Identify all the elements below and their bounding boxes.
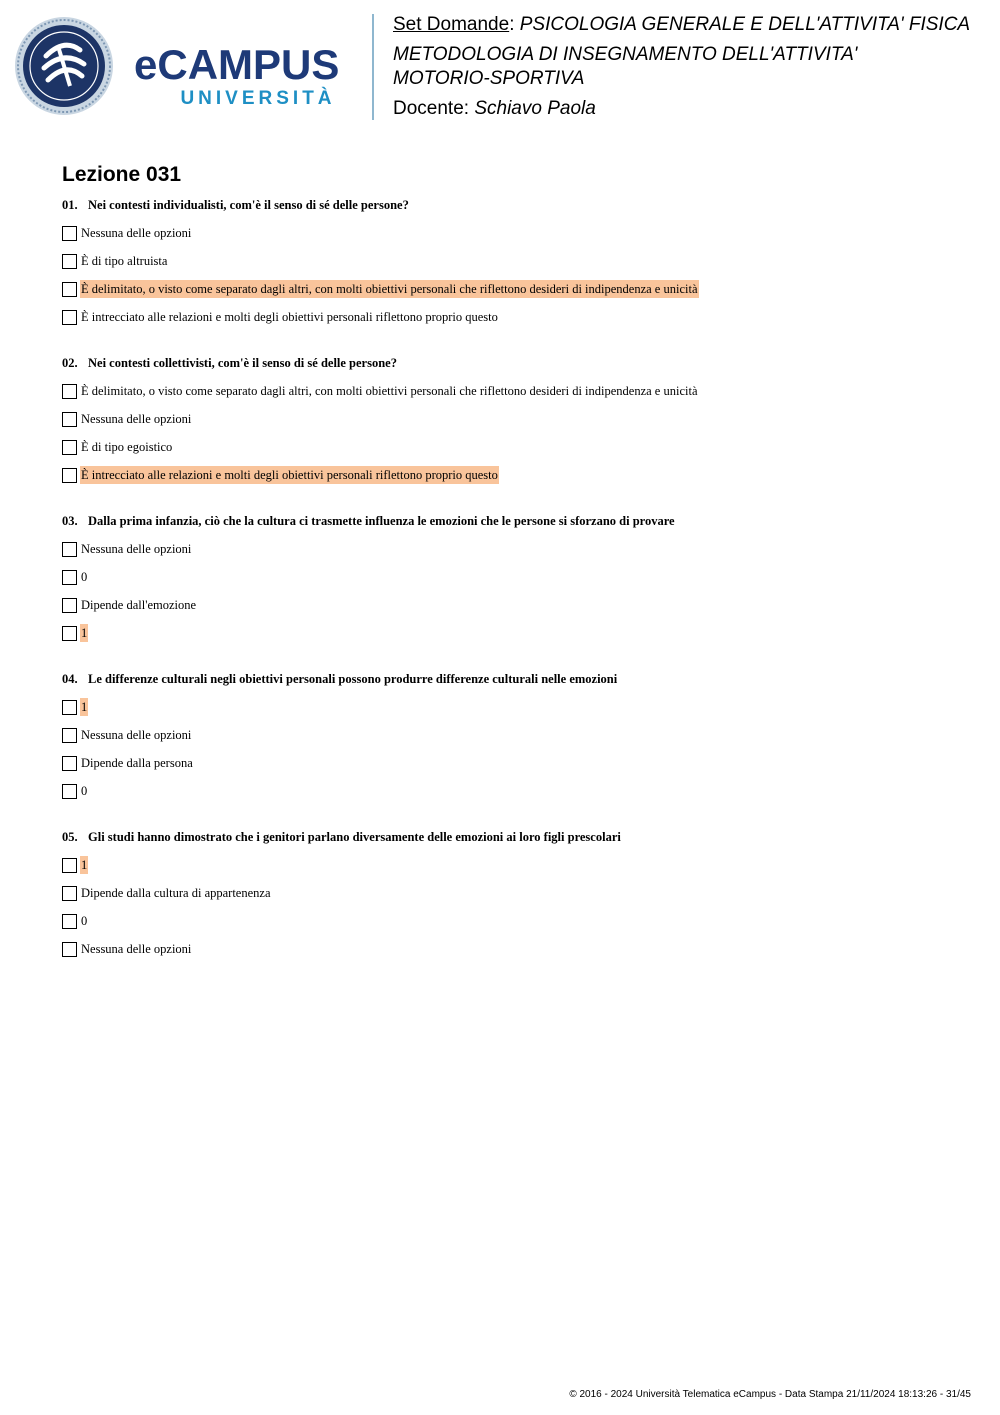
question-2 — [62, 354, 962, 489]
checkbox[interactable] — [62, 254, 77, 269]
answer-option-correct[interactable]: 1 — [62, 619, 962, 647]
logo-brand-text: eCAMPUS — [134, 41, 340, 88]
answer-option-correct[interactable]: È delimitato, o visto come separato dagli altri, con molti obiettivi personali che riflettono desideri di indipendenza e unicità — [62, 275, 962, 303]
checkbox[interactable] — [62, 384, 77, 399]
answer-option[interactable]: Nessuna delle opzioni — [62, 721, 962, 749]
checkbox[interactable] — [62, 310, 77, 325]
question-text: 05. Gli studi hanno dimostrato che i genitori parlano diversamente delle emozioni ai loro figli prescolari — [62, 830, 621, 844]
answer-option[interactable]: È di tipo egoistico — [62, 433, 962, 461]
checkbox[interactable] — [62, 728, 77, 743]
checkbox[interactable] — [62, 412, 77, 427]
question-1 — [62, 196, 962, 331]
lesson-title: Lezione 031 — [62, 163, 182, 186]
question-5 — [62, 828, 962, 963]
teacher-name: Schiavo Paola — [474, 98, 596, 119]
answer-option-correct[interactable]: È intrecciato alle relazioni e molti degli obiettivi personali riflettono proprio questo — [62, 461, 962, 489]
answer-option[interactable]: Dipende dalla cultura di appartenenza — [62, 879, 962, 907]
document-header — [393, 13, 993, 121]
question-text: 03. Dalla prima infanzia, ciò che la cultura ci trasmette influenza le emozioni che le persone si sforzano di provare — [62, 514, 675, 528]
question-text: 04. Le differenze culturali negli obiettivi personali possono produrre differenze culturali nelle emozioni — [62, 672, 618, 686]
question-3 — [62, 512, 962, 647]
answer-option[interactable]: Nessuna delle opzioni — [62, 219, 962, 247]
checkbox[interactable] — [62, 784, 77, 799]
answer-option[interactable]: Dipende dalla persona — [62, 749, 962, 777]
page-footer: © 2016 - 2024 Università Telematica eCampus - Data Stampa 21/11/2024 18:13:26 - 31/45 — [569, 1389, 971, 1400]
checkbox[interactable] — [62, 282, 77, 297]
answer-option[interactable]: È intrecciato alle relazioni e molti degli obiettivi personali riflettono proprio questo — [62, 303, 962, 331]
checkbox[interactable] — [62, 858, 77, 873]
question-text: 02. Nei contesti collettivisti, com'è il senso di sé delle persone? — [62, 356, 397, 370]
teacher-line — [393, 97, 993, 121]
answer-option[interactable]: 0 — [62, 907, 962, 935]
answer-option[interactable]: Nessuna delle opzioni — [62, 405, 962, 433]
checkbox[interactable] — [62, 626, 77, 641]
checkbox[interactable] — [62, 570, 77, 585]
answer-option[interactable]: Nessuna delle opzioni — [62, 935, 962, 963]
checkbox[interactable] — [62, 226, 77, 241]
answer-option[interactable]: È di tipo altruista — [62, 247, 962, 275]
teacher-label: Docente: — [393, 98, 470, 119]
answer-option[interactable]: Nessuna delle opzioni — [62, 535, 962, 563]
checkbox[interactable] — [62, 598, 77, 613]
header-divider — [372, 14, 374, 120]
answer-option[interactable]: 0 — [62, 777, 962, 805]
logo-sub-text: UNIVERSITÀ — [180, 88, 336, 109]
question-4 — [62, 670, 962, 805]
checkbox[interactable] — [62, 886, 77, 901]
answer-option[interactable]: È delimitato, o visto come separato dagli altri, con molti obiettivi personali che riflettono desideri di indipendenza e unicità — [62, 377, 962, 405]
question-text: 01. Nei contesti individualisti, com'è il senso di sé delle persone? — [62, 198, 409, 212]
checkbox[interactable] — [62, 700, 77, 715]
checkbox[interactable] — [62, 440, 77, 455]
checkbox[interactable] — [62, 914, 77, 929]
checkbox[interactable] — [62, 468, 77, 483]
set-label: Set Domande — [393, 14, 510, 35]
question-list — [62, 196, 962, 986]
ecampus-wordmark — [134, 41, 356, 114]
answer-option[interactable]: Dipende dall'emozione — [62, 591, 962, 619]
checkbox[interactable] — [62, 542, 77, 557]
checkbox[interactable] — [62, 756, 77, 771]
subject-name-1: PSICOLOGIA GENERALE E DELL'ATTIVITA' FISICA — [519, 14, 971, 35]
answer-option[interactable]: 0 — [62, 563, 962, 591]
subject-line-1: Set Domande: PSICOLOGIA GENERALE E DELL'ATTIVITA' FISICA — [393, 14, 971, 35]
answer-option-correct[interactable]: 1 — [62, 693, 962, 721]
checkbox[interactable] — [62, 942, 77, 957]
answer-option-correct[interactable]: 1 — [62, 851, 962, 879]
ecampus-seal-logo — [14, 16, 114, 116]
subject-line-3: MOTORIO-SPORTIVA — [393, 68, 585, 89]
subject-line-2: METODOLOGIA DI INSEGNAMENTO DELL'ATTIVITA' — [393, 44, 858, 65]
